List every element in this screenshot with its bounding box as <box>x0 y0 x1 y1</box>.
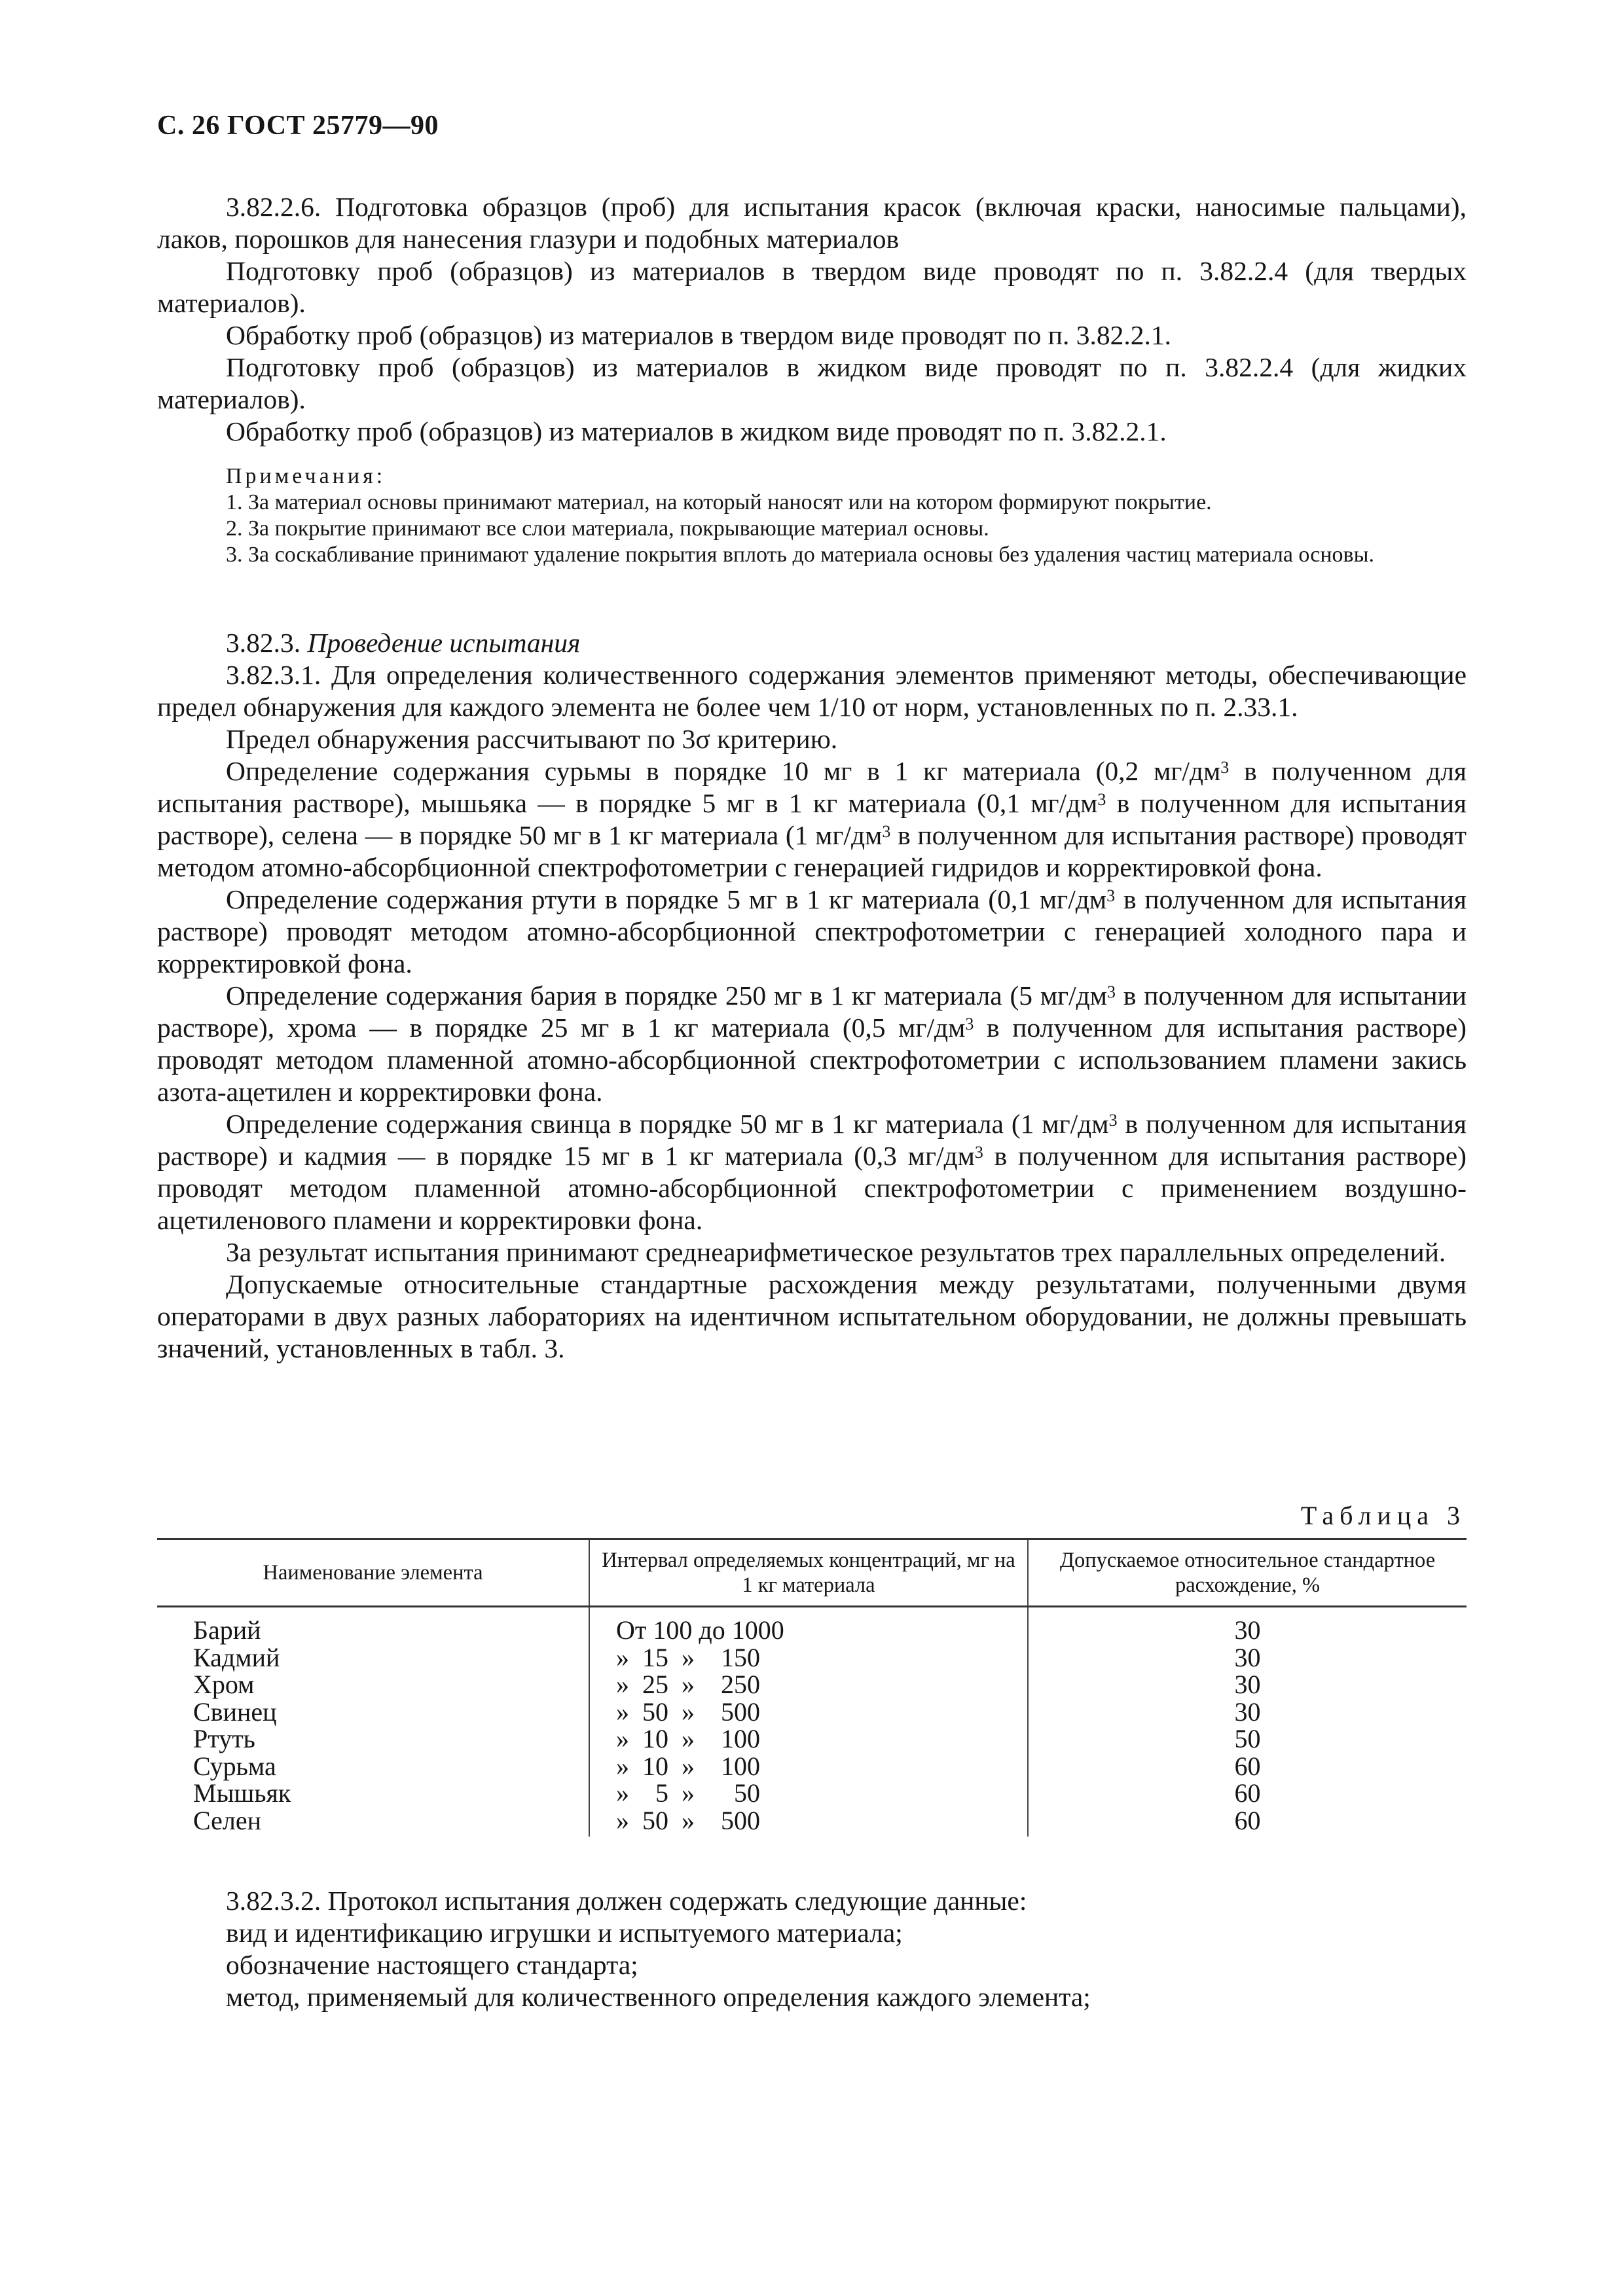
page-header: С. 26 ГОСТ 25779—90 <box>157 111 439 141</box>
table-row <box>157 1644 1467 1672</box>
table-row <box>157 1807 1467 1837</box>
element-name: Сурьма <box>193 1751 276 1781</box>
element-name: Мышьяк <box>193 1778 291 1808</box>
paragraph: Обработку проб (образцов) из материалов в твердом виде проводят по п. 3.82.2.1. <box>226 320 1171 350</box>
deviation-value: 30 <box>1028 1698 1467 1726</box>
concentration-range <box>589 1725 1028 1753</box>
concentration-range <box>589 1807 1028 1837</box>
column-header: Допускаемое относительное стандартное расхождение, % <box>1028 1539 1467 1607</box>
section-title: Проведение испытания <box>307 628 581 658</box>
table-row <box>157 1753 1467 1780</box>
paragraph: Предел обнаружения рассчитывают по 3σ критерию. <box>226 724 838 754</box>
section-number: 3.82.3. <box>226 628 301 658</box>
deviation-value: 30 <box>1028 1671 1467 1698</box>
protocol-section <box>157 1885 1467 2013</box>
table-body <box>157 1607 1467 1837</box>
column-header: Наименование элемента <box>157 1539 589 1607</box>
paragraph: Подготовку проб (образцов) из материалов в твердом виде проводят по п. 3.82.2.4 (для твердых материалов). <box>157 256 1467 318</box>
concentration-range <box>589 1607 1028 1644</box>
paragraph: вид и идентификацию игрушки и испытуемого материала; <box>226 1918 903 1948</box>
element-name: Ртуть <box>193 1724 255 1753</box>
range-text: » 10 » 100 <box>616 1724 760 1753</box>
element-name: Барий <box>193 1615 261 1645</box>
deviation-value: 60 <box>1028 1753 1467 1780</box>
deviation-value: 60 <box>1028 1807 1467 1837</box>
paragraph: 3.82.3.1. Для определения количественного содержания элементов применяют методы, обеспечивающие предел обнаружения для каждого элемента не более чем 1/10 от норм, установленных по п. 2.33.1. <box>157 660 1467 722</box>
paragraph: Допускаемые относительные стандартные расхождения между результатами, полученными двумя операторами в двух разных лабораториях на идентичном испытательном оборудовании, не должны превышать значений, установленных в табл. 3. <box>157 1269 1467 1363</box>
paragraph: За результат испытания принимают среднеарифметическое результатов трех параллельных определений. <box>226 1237 1446 1267</box>
table-caption: Таблица 3 <box>1300 1501 1466 1530</box>
deviation-value: 60 <box>1028 1780 1467 1807</box>
column-header: Интервал определяемых концентраций, мг на 1 кг материала <box>589 1539 1028 1607</box>
paragraph: Определение содержания свинца в порядке 50 мг в 1 кг материала (1 $мг/дм^3$ в полученном для испытания растворе) и кадмия — в порядке 15 мг в 1 кг материала (0,3 $мг/дм^3$ в полученном для испытания растворе) проводят методом пламенной атомно-абсорбционной спектрофотометрии с применением воздушно-ацетиленового пламени и корректировки фона. <box>157 1109 1467 1235</box>
paragraph: Обработку проб (образцов) из материалов в жидком виде проводят по п. 3.82.2.1. <box>226 416 1167 446</box>
range-text: » 15 » 150 <box>616 1642 760 1672</box>
range-text: » 5 » 50 <box>616 1778 760 1808</box>
section-test-procedure <box>157 627 1467 1365</box>
deviation-value: 50 <box>1028 1725 1467 1753</box>
element-name: Селен <box>193 1805 262 1835</box>
deviation-value: 30 <box>1028 1644 1467 1672</box>
table-row <box>157 1725 1467 1753</box>
range-text: » 25 » 250 <box>616 1670 760 1699</box>
element-name: Свинец <box>193 1696 277 1727</box>
table-3 <box>157 1538 1467 1837</box>
concentration-range <box>589 1698 1028 1726</box>
concentration-range <box>589 1753 1028 1780</box>
table-row <box>157 1780 1467 1807</box>
range-text: » 10 » 100 <box>616 1751 760 1781</box>
element-name: Кадмий <box>193 1642 280 1672</box>
range-text: От 100 до 1000 <box>616 1615 784 1645</box>
concentration-range <box>589 1780 1028 1807</box>
table-row <box>157 1607 1467 1644</box>
paragraph: метод, применяемый для количественного определения каждого элемента; <box>226 1982 1091 2012</box>
paragraph: 3.82.2.6. Подготовка образцов (проб) для испытания красок (включая краски, наносимые пальцами), лаков, порошков для нанесения глазури и подобных материалов <box>157 192 1467 254</box>
note-item: 3. За соскабливание принимают удаление покрытия вплоть до материала основы без удаления частиц материала основы. <box>226 543 1374 567</box>
paragraph: Определение содержания ртути в порядке 5 мг в 1 кг материала (0,1 $мг/дм^3$ в полученном для испытания растворе) проводят методом атомно-абсорбционной спектрофотометрии с генерацией холодного пара и корректировкой фона. <box>157 884 1467 978</box>
element-name: Хром <box>193 1670 255 1699</box>
paragraph: Подготовку проб (образцов) из материалов в жидком виде проводят по п. 3.82.2.4 (для жидких материалов). <box>157 352 1467 414</box>
paragraph: обозначение настоящего стандарта; <box>226 1950 638 1980</box>
concentration-range <box>589 1644 1028 1672</box>
note-item: 1. За материал основы принимают материал, на который наносят или на котором формируют покрытие. <box>226 490 1212 514</box>
notes-block <box>157 463 1467 568</box>
concentration-range <box>589 1671 1028 1698</box>
table-row <box>157 1698 1467 1726</box>
paragraph: Определение содержания бария в порядке 250 мг в 1 кг материала (5 $мг/дм^3$ в полученном для испытании растворе), хрома — в порядке 25 мг в 1 кг материала (0,5 $мг/дм^3$ в полученном для испытания растворе) проводят методом пламенной атомно-абсорбционной спектрофотометрии с использованием пламени закись азота-ацетилен и корректировки фона. <box>157 980 1467 1107</box>
paragraph: 3.82.3.2. Протокол испытания должен содержать следующие данные: <box>226 1886 1027 1916</box>
range-text: » 50 » 500 <box>616 1805 760 1835</box>
table-row <box>157 1671 1467 1698</box>
note-item: 2. За покрытие принимают все слои материала, покрывающие материал основы. <box>226 516 989 541</box>
notes-title: Примечания: <box>226 464 386 488</box>
deviation-value: 30 <box>1028 1607 1467 1644</box>
paragraph: Определение содержания сурьмы в порядке 10 мг в 1 кг материала (0,2 $мг/дм^3$ в полученном для испытания растворе), мышьяка — в порядке 5 мг в 1 кг материала (0,1 $мг/дм^3$ в полученном для испытания растворе), селена — в порядке 50 мг в 1 кг материала (1 $мг/дм^3$ в полученном для испытания растворе) проводят методом атомно-абсорбционной спектрофотометрии с генерацией гидридов и корректировкой фона. <box>157 756 1467 882</box>
range-text: » 50 » 500 <box>616 1696 760 1727</box>
section-heading <box>157 627 1467 659</box>
section-paints-preparation <box>157 191 1467 448</box>
